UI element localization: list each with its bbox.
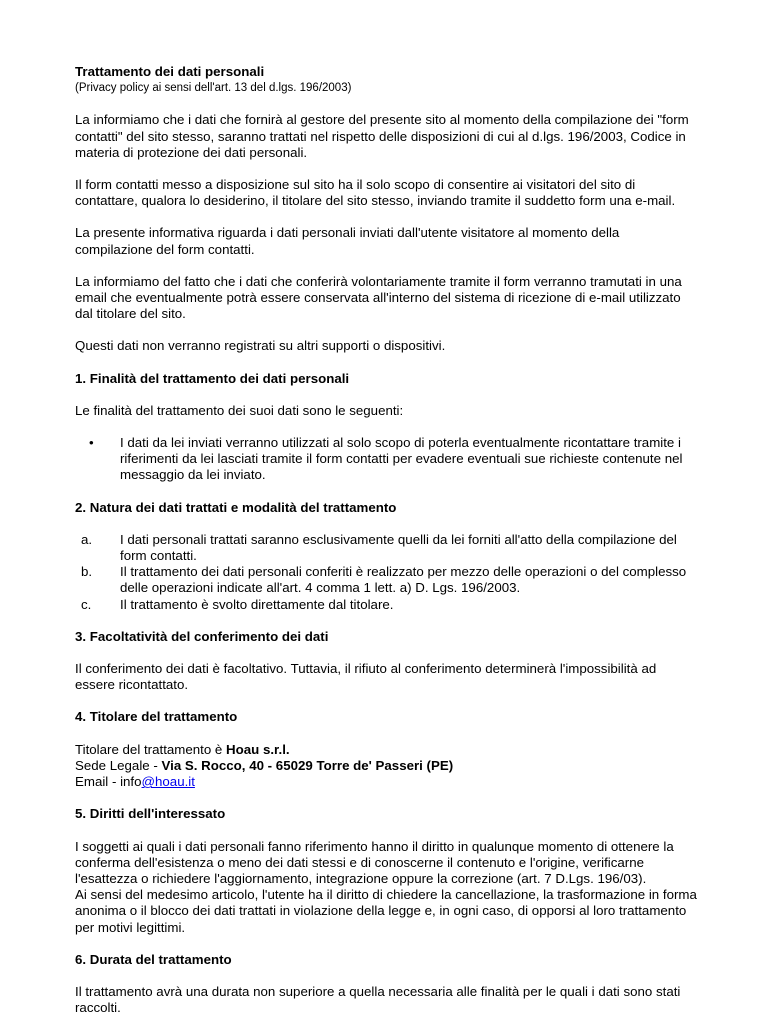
document-title: Trattamento dei dati personali	[75, 64, 265, 79]
section-2-heading: 2. Natura dei dati trattati e modalità del trattamento	[75, 499, 397, 515]
address-value: Via S. Rocco, 40 - 65029 Torre de' Passeri (PE)	[161, 757, 454, 773]
list-item	[75, 597, 697, 613]
list-marker: c.	[81, 596, 92, 612]
list-item-text: I dati da lei inviati verranno utilizzati al solo scopo di poterla eventualmente ricontattare tramite i riferimenti da lei lasciati tramite il form contatti per evadere eventuali sue richieste contenute nel messaggio da lei inviato.	[120, 435, 683, 483]
intro-paragraph-3: La presente informativa riguarda i dati personali inviati dall'utente visitatore al momento della compilazione del form contatti.	[75, 225, 620, 257]
list-item-text: Il trattamento dei dati personali conferiti è realizzato per mezzo delle operazioni o del complesso delle operazioni indicate all'art. 4 comma 1 lett. a) D. Lgs. 196/2003.	[120, 564, 687, 596]
list-item-text: I dati personali trattati saranno esclusivamente quelli da lei forniti all'atto della compilazione del form contatti.	[120, 531, 677, 564]
section-1-list	[75, 435, 697, 484]
section-3-text: Il conferimento dei dati è facoltativo. Tuttavia, il rifiuto al conferimento determinerà l'impossibilità ad essere ricontattato.	[75, 661, 657, 693]
section-2-list	[75, 532, 697, 613]
address-label: Sede Legale -	[75, 757, 162, 773]
email-label: Email - info	[75, 774, 142, 790]
email-link[interactable]: @hoau.it	[141, 774, 195, 790]
list-marker: a.	[81, 531, 93, 547]
section-4-heading: 4. Titolare del trattamento	[75, 709, 238, 725]
document-body	[75, 64, 697, 1032]
list-marker: b.	[81, 564, 93, 580]
section-1-heading: 1. Finalità del trattamento dei dati personali	[75, 370, 350, 386]
section-5-text	[75, 839, 697, 936]
section-1-text: Le finalità del trattamento dei suoi dati sono le seguenti:	[75, 402, 404, 418]
section-5-text-1: I soggetti ai quali i dati personali fanno riferimento hanno il diritto in qualunque momento di ottenere la conferma dell'esistenza o meno dei dati stessi e di conoscerne il contenuto e l'origine, verificarne l'esattezza o richiedere l'aggiornamento, integrazione oppure la correzione (art. 7 D.Lgs. 196/03).	[75, 838, 674, 886]
intro-paragraph-4: La informiamo del fatto che i dati che conferirà volontariamente tramite il form verranno tramutati in una email che eventualmente potrà essere conservata all'interno del sistema di ricezione di e-mail utilizzato dal titolare del sito.	[75, 273, 682, 322]
section-5-text-2: Ai sensi del medesimo articolo, l'utente ha il diritto di chiedere la cancellazione, la trasformazione in forma anonima o il blocco dei dati trattati in violazione della legge e, in ogni caso, di opporsi al loro trattamento per motivi legittimi.	[75, 887, 697, 935]
owner-block	[75, 742, 697, 791]
document-subtitle: (Privacy policy ai sensi dell'art. 13 del d.lgs. 196/2003)	[75, 82, 352, 95]
list-item	[75, 564, 697, 596]
owner-name: Hoau s.r.l.	[226, 741, 290, 757]
section-6-heading: 6. Durata del trattamento	[75, 951, 232, 967]
section-6-text: Il trattamento avrà una durata non superiore a quella necessaria alle finalità per le quali i dati sono stati raccolti.	[75, 983, 681, 1016]
intro-paragraph-2: Il form contatti messo a disposizione sul sito ha il solo scopo di consentire ai visitatori del sito di contattare, qualora lo desiderino, il titolare del sito stesso, inviando tramite il suddetto form una e-mail.	[75, 177, 676, 209]
list-item	[75, 532, 697, 564]
intro-paragraph-1: La informiamo che i dati che fornirà al gestore del presente sito al momento della compilazione dei "form contatti" del sito stesso, saranno trattati nel rispetto delle disposizioni di cui al d.lgs. 196/2003, Codice in materia di protezione dei dati personali.	[75, 112, 689, 160]
bullet-mark: •	[89, 435, 94, 451]
list-item	[75, 435, 697, 484]
intro-paragraph-5: Questi dati non verranno registrati su altri supporti o dispositivi.	[75, 338, 446, 354]
section-3-heading: 3. Facoltatività del conferimento dei dati	[75, 628, 329, 644]
section-5-heading: 5. Diritti dell'interessato	[75, 806, 226, 822]
list-item-text: Il trattamento è svolto direttamente dal titolare.	[120, 596, 394, 612]
owner-label: Titolare del trattamento è	[75, 741, 227, 757]
